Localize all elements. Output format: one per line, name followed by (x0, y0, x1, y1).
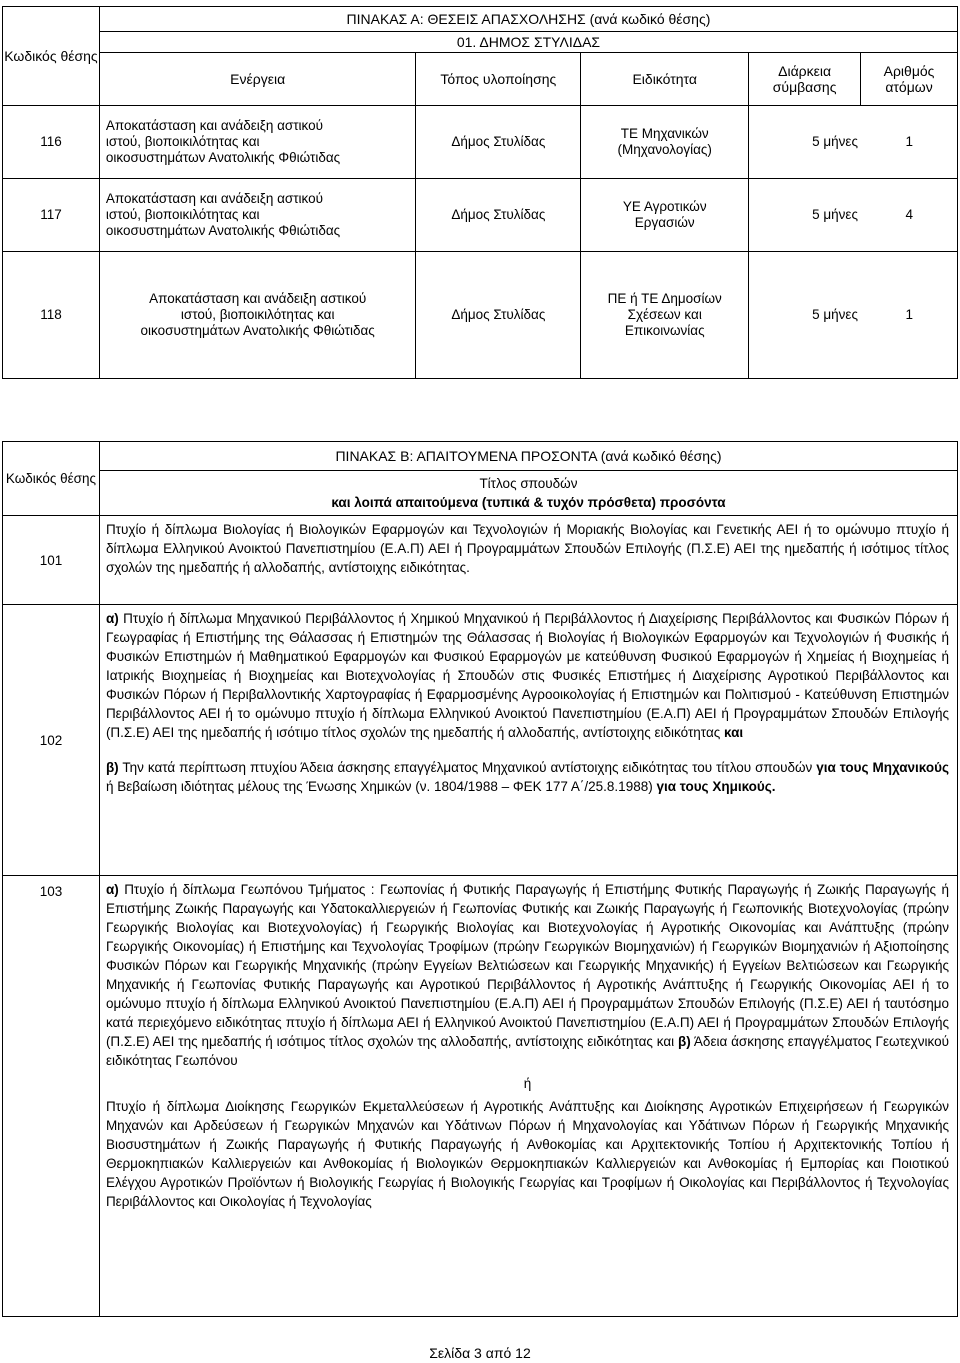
part-b-text1: Την κατά περίπτωση πτυχίου Άδεια άσκησης επαγγέλματος Μηχανικού αντίστοιχης ειδικότητας του τίτλου σπουδών (122, 760, 813, 775)
table-a-title: ΠΙΝΑΚΑΣ Α: ΘΕΣΕΙΣ ΑΠΑΣΧΟΛΗΣΗΣ (ανά κωδικό θέσης) (99, 7, 957, 32)
row-qualifications (99, 605, 957, 876)
part-a-label: α) (105, 882, 119, 897)
row-duration: 5 μήνες (812, 207, 858, 222)
row-specialty (581, 179, 749, 252)
part-b-label: β) (105, 760, 119, 775)
specialty-text: ΥΕ Αγροτικών Εργασιών (622, 199, 707, 230)
row-code: 117 (3, 179, 100, 252)
row-code: 118 (3, 252, 100, 379)
location-header: Τόπος υλοποίησης (416, 53, 581, 106)
qualifications-table (2, 441, 958, 1317)
qual-part-a (106, 609, 949, 742)
row-code: 101 (3, 516, 100, 605)
action-line: οικοσυστημάτων Ανατολικής Φθιώτιδας (105, 223, 341, 238)
row-duration: 5 μήνες (812, 307, 858, 322)
row-code: 116 (3, 106, 100, 179)
part-a-label: α) (105, 611, 119, 626)
row-persons: 1 (905, 307, 913, 322)
action-line: ιστού, βιοποικιλότητας και (105, 134, 260, 149)
b-code-header (3, 442, 100, 516)
table-b-title: ΠΙΝΑΚΑΣ Β: ΑΠΑΙΤΟΥΜΕΝΑ ΠΡΟΣΟΝΤΑ (ανά κωδικό θέσης) (99, 442, 957, 471)
positions-table (2, 6, 958, 379)
row-location: Δήμος Στυλίδας (416, 179, 581, 252)
action-line: ιστού, βιοποικιλότητας και (180, 307, 335, 322)
table-row (3, 516, 958, 605)
action-line: Αποκατάσταση και ανάδειξη αστικού (105, 191, 324, 206)
municipality-title: 01. ΔΗΜΟΣ ΣΤΥΛΙΔΑΣ (99, 32, 957, 53)
persons-header: Αριθμός ατόμων (861, 53, 958, 106)
action-line: οικοσυστημάτων Ανατολικής Φθιώτιδας (140, 323, 375, 338)
part-b-text2: ή Βεβαίωση ιδιότητας μέλους της Ένωσης Χημικών (ν. 1804/1988 – ΦΕΚ 177 Α΄/25.8.1988) (105, 779, 653, 794)
row-duration-persons (749, 179, 958, 252)
table-row (3, 252, 958, 379)
row-duration-persons (749, 106, 958, 179)
row-action (99, 106, 416, 179)
part-a-tail: και (724, 725, 744, 740)
row-action (99, 252, 416, 379)
row-specialty (581, 106, 749, 179)
action-line: οικοσυστημάτων Ανατολικής Φθιώτιδας (105, 150, 341, 165)
or-separator: ή (523, 1076, 532, 1091)
table-row (3, 605, 958, 876)
page-footer: Σελίδα 3 από 12 (429, 1345, 531, 1361)
row-persons: 4 (905, 207, 913, 222)
row-qualifications (99, 876, 957, 1317)
qual-part-a (106, 880, 949, 1070)
row-code: 103 (3, 876, 100, 1317)
row-location: Δήμος Στυλίδας (416, 106, 581, 179)
action-header: Ενέργεια (99, 53, 416, 106)
part-b-bold1: για τους Μηχανικούς (816, 760, 949, 775)
table-row (3, 106, 958, 179)
table-row (3, 876, 958, 1317)
part-a-text: Πτυχίο ή δίπλωμα Γεωπόνου Τμήματος : Γεωπονίας ή Φυτικής Παραγωγής ή Επιστήμης Φυτικής Παραγωγής ή Ζωικής Παραγωγής ή Επιστήμης Ζωικής Παραγωγής και Υδατοκαλλιεργειών ή Γεωπονίας Φυτικής και Ζωικής Παραγωγής ή Γεωπονικής Βιοτεχνολογίας (πρώην Γεωργικής Βιολογίας και Βιοτεχνολογίας) ή Γεωργικής Βιολογίας και Βιοτεχνολογίας ή Αγροτικής Οικονομίας και Ανάπτυξης (πρώην Γεωργικής Οικονομίας) ή Επιστήμης και Τεχνολογίας Τροφίμων (πρώην Γεωργικών Βιομηχανιών) ή Γεωργικών Βιομηχανιών ή Αξιοποίησης Φυσικών Πόρων και Γεωργικής Μηχανικής (πρώην Εγγείων Βελτιώσεων και Γεωργικής Μηχανικής) ή Εγγείων Βελτιώσεων και Γεωργικής Μηχανικής ή Γεωπονίας Φυτικής Παραγωγής και Αγροτικού Περιβάλλοντος ή Αγροτικής Ανάπτυξης ή Γεωργικής Οικονομίας ΑΕΙ ή το ομώνυμο πτυχίο ή δίπλωμα Ελληνικού Ανοικτού Πανεπιστημίου (Ε.Α.Π) ΑΕΙ ή Προγραμμάτων Σπουδών Επιλογής (Π.Σ.Ε) ΑΕΙ ή ταυτόσημο κατά περιεχόμενο ειδικότητας πτυχίο ή δίπλωμα ΑΕΙ ή Ελληνικού Ανοικτού Πανεπιστημίου (Ε.Α.Π) ΑΕΙ ή Προγραμμάτων Σπουδών Επιλογής (Π.Σ.Ε) ΑΕΙ της ημεδαπής ή ισότιμος τίτλος σχολών της αλλοδαπής, αντίστοιχης ειδικότητας και (105, 882, 949, 1049)
row-specialty (581, 252, 749, 379)
qual-text: Πτυχίο ή δίπλωμα Βιολογίας ή Βιολογικών Εφαρμογών και Τεχνολογιών ή Μοριακής Βιολογίας και Γενετικής ΑΕΙ ή το ομώνυμο πτυχίο ή δίπλωμα Ελληνικού Ανοικτού Πανεπιστημίου (Ε.Α.Π) ΑΕΙ ή Προγραμμάτων Σπουδών Επιλογής (Π.Σ.Ε) ΑΕΙ της ημεδαπής ή ισότιμος τίτλος σχολών της ημεδαπής ή αλλοδαπής, αντίστοιχης ειδικότητας. (105, 522, 949, 575)
table-row (3, 179, 958, 252)
row-persons: 1 (905, 134, 913, 149)
action-line: Αποκατάσταση και ανάδειξη αστικού (105, 118, 324, 133)
code-header (3, 7, 100, 106)
code-header-text: Κωδικός θέσης (4, 48, 98, 64)
row-code: 102 (3, 605, 100, 876)
row-action (99, 179, 416, 252)
row-duration-persons (749, 252, 958, 379)
qual-header-line1: Τίτλος σπουδών (479, 476, 578, 491)
qual-part-b (106, 758, 949, 796)
part-b-label: β) (678, 1034, 691, 1049)
b-code-header-text: Κωδικός θέσης (5, 471, 97, 486)
part-b-text: Άδεια άσκησης επαγγέλματος Γεωτεχνικού ειδικότητας Γεωπόνου (105, 1034, 949, 1068)
part-b-bold2: για τους Χημικούς. (656, 779, 776, 794)
qual-part-c: Πτυχίο ή δίπλωμα Διοίκησης Γεωργικών Εκμεταλλεύσεων ή Αγροτικής Ανάπτυξης και Διοίκησης Αγροτικών Επιχειρήσεων ή Γεωργικών Μηχανών και Αρδεύσεων ή Γεωργικών Μηχανών και Υδάτινων Πόρων ή Μηχανολογίας και Υδάτινων Πόρων ή Γεωργικής Μηχανικής Βιοσυστημάτων ή Ζωικής Παραγωγής ή Φυτικής Παραγωγής ή Ανθοκομίας και Αρχιτεκτονικής Τοπίου ή Αρχιτεκτονικής Τοπίου ή Θερμοκηπιακών Καλλιεργειών και Ανθοκομίας ή Βιολογικών Θερμοκηπιακών Καλλιεργειών και Ανθοκομίας ή Εμπορίας και Ποιοτικού Ελέγχου Αγροτικών Προϊόντων ή Βιολογικής Γεωργίας ή Βιολογικής Γεωργίας και Τροφίμων ή Οικολογίας και Περιβάλλοντος ή Τεχνολογίας Περιβάλλοντος και Οικολογίας ή Τεχνολογίας (105, 1099, 949, 1209)
row-qualifications (99, 516, 957, 605)
specialty-header: Ειδικότητα (581, 53, 749, 106)
row-location: Δήμος Στυλίδας (416, 252, 581, 379)
specialty-text: ΠΕ ή ΤΕ Δημοσίων Σχέσεων και Επικοινωνίας (607, 291, 722, 338)
specialty-text: ΤΕ Μηχανικών (Μηχανολογίας) (617, 126, 712, 157)
action-line: ιστού, βιοποικιλότητας και (105, 207, 260, 222)
part-a-text: Πτυχίο ή δίπλωμα Μηχανικού Περιβάλλοντος ή Χημικού Μηχανικού ή Περιβάλλοντος ή Διαχείρισης Περιβάλλοντος και Φυσικών Πόρων ή Γεωγραφίας ή Επιστήμης της Θάλασσας ή Επιστημών της Θάλασσας ή Βιολογίας ή Βιολογικών Εφαρμογών και Τεχνολογιών ή Φυσικής ή Φυσικών Επιστημών ή Μαθηματικού Εφαρμογών και Φυσικού Εφαρμογών με κατεύθυνση Φυσικού Εφαρμογών ή Χημείας ή Βιοχημείας ή Ιατρικής Βιοχημείας ή Βιοχημείας και Βιοτεχνολογίας ή Σπουδών στις Φυσικές Επιστήμες ή Διαχείρισης Αγροτικού Περιβάλλοντος και Φυσικών Πόρων ή Περιβαλλοντικής Χαρτογραφίας ή Εφαρμοσμένης Αγροοικολογίας ή Επιστημών και Πολιτισμού - Κατεύθυνση Επιστημών Περιβάλλοντος ΑΕΙ ή το ομώνυμο πτυχίο ή δίπλωμα Ελληνικού Ανοικτού Πανεπιστημίου (Ε.Α.Π) ΑΕΙ ή Προγραμμάτων Σπουδών Επιλογής (Π.Σ.Ε) ΑΕΙ της ημεδαπής ή ισότιμο τίτλος σχολών της ημεδαπής ή αλλοδαπής, αντίστοιχης ειδικότητας (105, 611, 949, 740)
row-duration: 5 μήνες (812, 134, 858, 149)
qual-header-line2: και λοιπά απαιτούμενα (τυπικά & τυχόν πρόσθετα) προσόντα (331, 495, 726, 510)
action-line: Αποκατάσταση και ανάδειξη αστικού (149, 291, 367, 306)
duration-header: Διάρκεια σύμβασης (749, 53, 861, 106)
qualifications-header (99, 471, 957, 516)
